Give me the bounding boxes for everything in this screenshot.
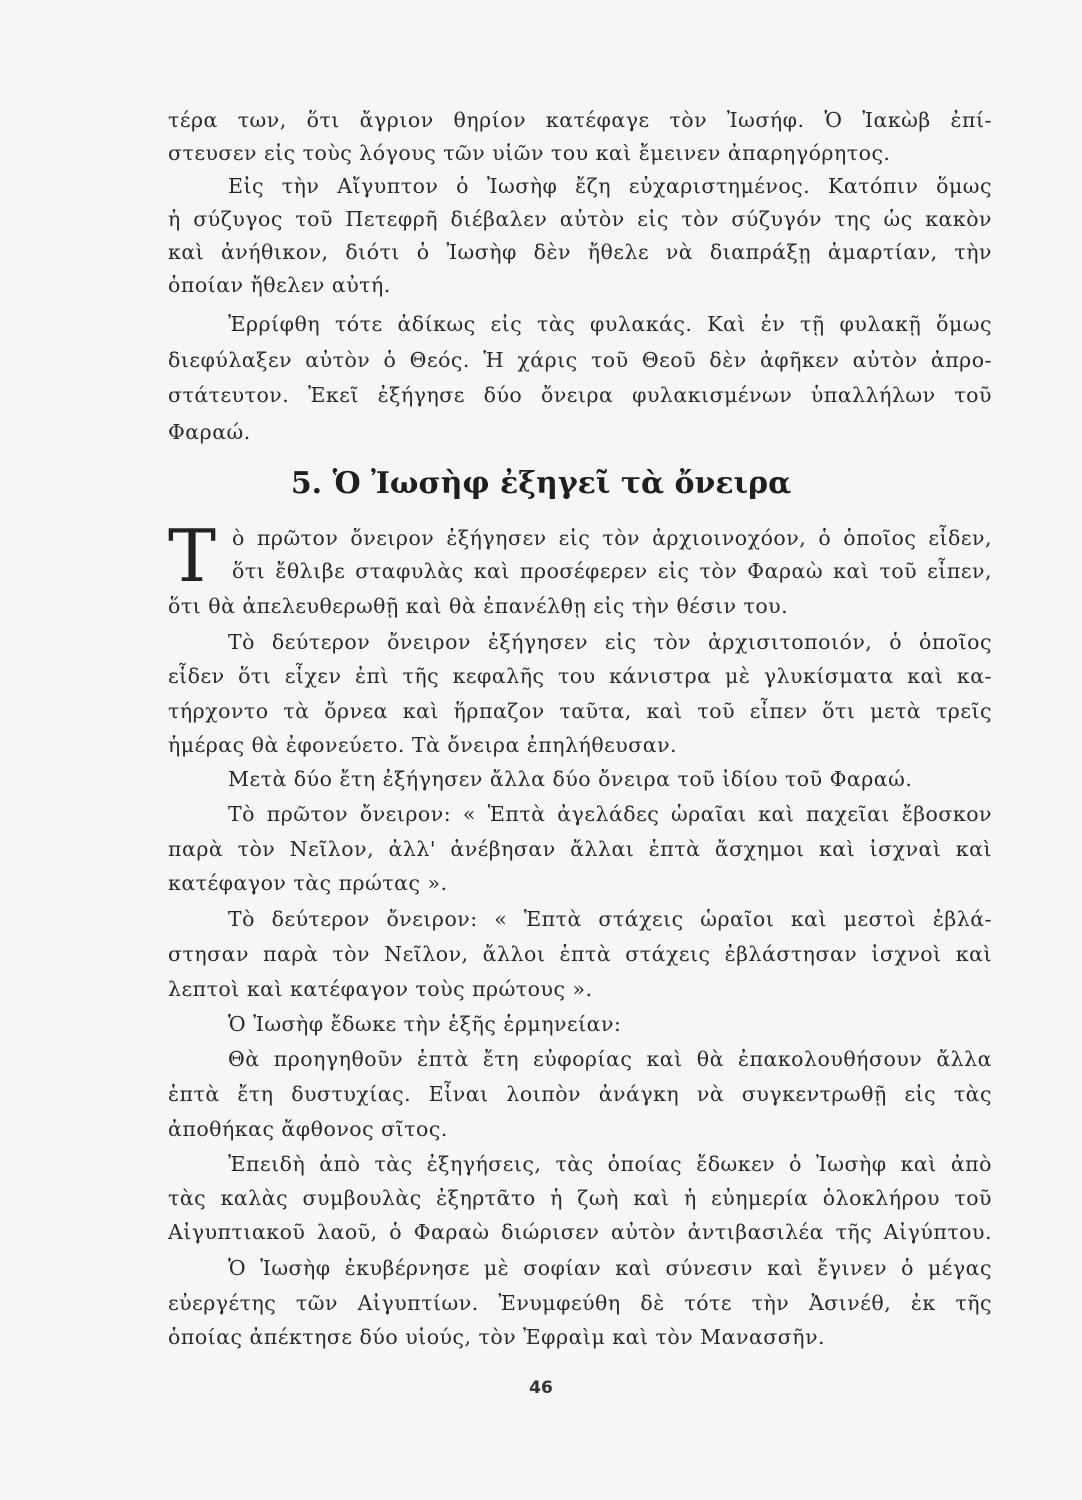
text-line: Φαραώ. xyxy=(168,420,251,444)
section-heading: 5. Ὁ Ἰωσὴφ ἐξηγεῖ τὰ ὄνειρα xyxy=(290,466,792,501)
text-line: ἀποθήκας ἄφθονος σῖτος. xyxy=(168,1117,448,1141)
text-line: Ἐρρίφθη τότε ἀδίκως εἰς τὰς φυλακάς. Καὶ ἐν τῇ φυλακῇ ὅμως xyxy=(228,312,992,336)
text-line: Τὸ δεύτερον ὄνειρον ἐξήγησεν εἰς τὸν ἀρχισιτοποιόν, ὁ ὁποῖος xyxy=(228,630,992,654)
text-line: Τὸ πρῶτον ὄνειρον: « Ἑπτὰ ἀγελάδες ὡραῖαι καὶ παχεῖαι ἔβοσκον xyxy=(228,802,992,826)
text-line: ὁποίαν ἤθελεν αὐτή. xyxy=(168,273,391,297)
text-line: εὐεργέτης τῶν Αἰγυπτίων. Ἐνυμφεύθη δὲ τότε τὴν Ἀσινέθ, ἐκ τῆς xyxy=(168,1291,992,1315)
text-line: στευσεν εἰς τοὺς λόγους τῶν υἱῶν του καὶ ἔμεινεν ἀπαρηγόρητος. xyxy=(168,141,891,165)
text-line: κατέφαγον τὰς πρώτας ». xyxy=(168,871,448,895)
text-line: ὸ πρῶτον ὄνειρον ἐξήγησεν εἰς τὸν ἀρχιοινοχόον, ὁ ὁποῖος εἶδεν, xyxy=(232,526,992,550)
text-line: Ἐπειδὴ ἀπὸ τὰς ἐξηγήσεις, τὰς ὁποίας ἔδωκεν ὁ Ἰωσὴφ καὶ ἀπὸ xyxy=(228,1152,992,1176)
text-line: διεφύλαξεν αὐτὸν ὁ Θεός. Ἡ χάρις τοῦ Θεοῦ δὲν ἀφῆκεν αὐτὸν ἀπρο- xyxy=(168,348,992,372)
text-line: ἡ σύζυγος τοῦ Πετεφρῆ διέβαλεν αὐτὸν εἰς τὸν σύζυγόν της ὡς κακὸν xyxy=(168,207,992,231)
text-line: καὶ ἀνήθικον, διότι ὁ Ἰωσὴφ δὲν ἤθελε νὰ διαπράξῃ ἁμαρτίαν, τὴν xyxy=(168,240,992,264)
text-line: τὰς καλὰς συμβουλὰς ἐξηρτᾶτο ἡ ζωὴ καὶ ἡ εὐημερία ὁλοκλήρου τοῦ xyxy=(168,1186,992,1210)
text-line: Ὁ Ἰωσὴφ ἔδωκε τὴν ἑξῆς ἑρμηνείαν: xyxy=(228,1012,622,1036)
page-number: 46 xyxy=(529,1378,553,1398)
text-line: ὅτι ἔθλιβε σταφυλὰς καὶ προσέφερεν εἰς τὸν Φαραὼ καὶ τοῦ εἶπεν, xyxy=(232,559,992,583)
drop-cap: Τ xyxy=(168,514,217,598)
text-line: στάτευτον. Ἐκεῖ ἐξήγησε δύο ὄνειρα φυλακισμένων ὑπαλλήλων τοῦ xyxy=(168,383,992,407)
text-line: τήρχοντο τὰ ὄρνεα καὶ ἥρπαζον ταῦτα, καὶ τοῦ εἶπεν ὅτι μετὰ τρεῖς xyxy=(168,699,992,723)
text-line: Τὸ δεύτερον ὄνειρον: « Ἑπτὰ στάχεις ὡραῖοι καὶ μεστοὶ ἐβλά- xyxy=(228,907,992,931)
text-line: τέρα των, ὅτι ἄγριον θηρίον κατέφαγε τὸν Ἰωσήφ. Ὁ Ἰακὼβ ἐπί- xyxy=(168,108,992,132)
text-line: ὅτι θὰ ἀπελευθερωθῇ καὶ θὰ ἐπανέλθῃ εἰς τὴν θέσιν του. xyxy=(168,594,789,618)
text-line: Θὰ προηγηθοῦν ἑπτὰ ἔτη εὐφορίας καὶ θὰ ἐπακολουθήσουν ἄλλα xyxy=(228,1047,992,1071)
text-line: Ὁ Ἰωσὴφ ἐκυβέρνησε μὲ σοφίαν καὶ σύνεσιν καὶ ἔγινεν ὁ μέγας xyxy=(228,1256,992,1280)
text-line: Εἰς τὴν Αἴγυπτον ὁ Ἰωσὴφ ἔζη εὐχαριστημένος. Κατόπιν ὅμως xyxy=(228,174,992,198)
text-line: στησαν παρὰ τὸν Νεῖλον, ἄλλοι ἑπτὰ στάχεις ἐβλάστησαν ἰσχνοὶ καὶ xyxy=(168,942,992,966)
text-line: ἡμέρας θὰ ἐφονεύετο. Τὰ ὄνειρα ἐπηλήθευσαν. xyxy=(168,733,678,757)
text-line: εἶδεν ὅτι εἶχεν ἐπὶ τῆς κεφαλῆς του κάνιστρα μὲ γλυκίσματα καὶ κα- xyxy=(168,664,992,688)
text-line: ὁποίας ἀπέκτησε δύο υἱούς, τὸν Ἐφραὶμ καὶ τὸν Μανασσῆν. xyxy=(168,1325,826,1349)
text-line: ἑπτὰ ἔτη δυστυχίας. Εἶναι λοιπὸν ἀνάγκη νὰ συγκεντρωθῇ εἰς τὰς xyxy=(168,1082,992,1106)
text-line: λεπτοὶ καὶ κατέφαγον τοὺς πρώτους ». xyxy=(168,977,593,1001)
text-line: Αἰγυπτιακοῦ λαοῦ, ὁ Φαραὼ διώρισεν αὐτὸν ἀντιβασιλέα τῆς Αἰγύπτου. xyxy=(168,1220,992,1244)
text-line: Μετὰ δύο ἔτη ἐξήγησεν ἄλλα δύο ὄνειρα τοῦ ἰδίου τοῦ Φαραώ. xyxy=(228,767,913,791)
text-line: παρὰ τὸν Νεῖλον, ἀλλ' ἀνέβησαν ἄλλαι ἑπτὰ ἄσχημοι καὶ ἰσχναὶ καὶ xyxy=(168,837,992,861)
